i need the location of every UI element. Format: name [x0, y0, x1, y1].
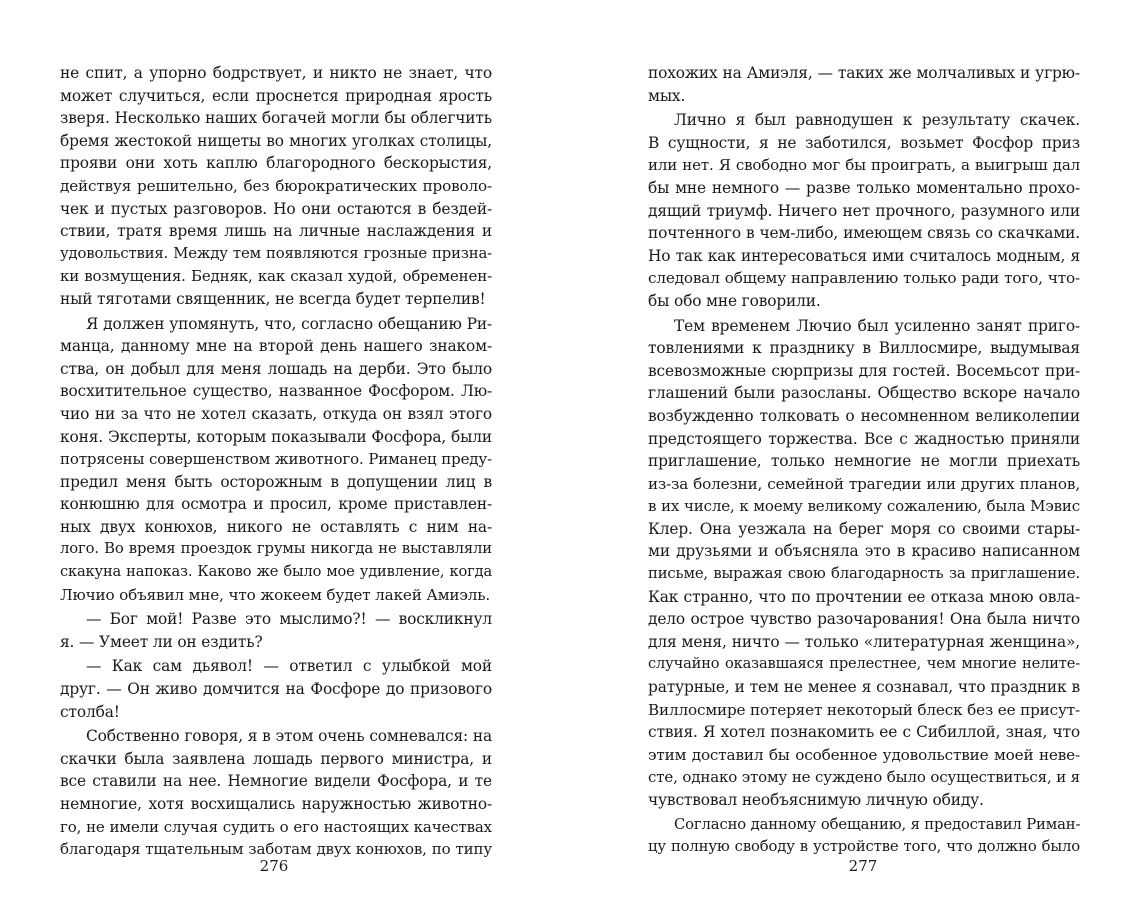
text-line: потрясены совершенством животного. Риманец преду-	[60, 450, 492, 469]
left-page-number: 276	[259, 857, 289, 875]
left-page-text	[60, 62, 492, 861]
text-line: — Как сам дьявол! — ответил с улыбкой мой	[86, 657, 492, 676]
text-line: скакуна напоказ. Каково же было мое удивление, когда	[60, 563, 492, 581]
text-line: прояви они хоть каплю благородного бескорыстия,	[60, 154, 492, 173]
text-line: чио ни за что не хотел сказать, откуда он взял этого	[60, 404, 492, 423]
text-line: или нет. Я свободно мог бы проиграть, а выигрыш дал	[648, 156, 1080, 175]
text-line: ствии, тратя время лишь на личные наслаждения и	[60, 222, 492, 241]
text-line: действуя решительно, без бюрократических проволо-	[60, 176, 492, 195]
text-line: может случиться, если проснется природная ярость	[60, 86, 492, 105]
text-line: — Бог мой! Разве это мыслимо?! — воскликнул	[86, 610, 492, 629]
text-line: Я должен упомянуть, что, согласно обещанию Ри-	[86, 314, 492, 333]
text-line: письме, выражая свою благодарность за приглашение.	[648, 565, 1080, 583]
text-line: возбужденно толковать о несомненном великолепии	[648, 406, 1080, 425]
text-line: дело острое чувство разочарования! Она была ничто	[648, 610, 1080, 629]
text-line: я. — Умеет ли он ездить?	[60, 632, 263, 651]
left-page	[60, 62, 492, 859]
text-line: Виллосмире потеряет некоторый блеск без ее присут-	[648, 700, 1081, 719]
text-line: зверя. Несколько наших богачей могли бы облегчить	[60, 109, 492, 128]
text-line: лого. Во время проездок грумы никогда не выставляли	[60, 540, 492, 558]
text-line: в их числе, к моему великому сожалению, была Мэвис	[648, 497, 1080, 516]
text-line: бремя жестокой нищеты во многих уголках столицы,	[60, 131, 492, 150]
text-line: благодаря тщательным заботам двух конюхов, по типу	[60, 840, 492, 859]
text-line: ных двух конюхов, никого не оставлять с ним на-	[60, 517, 492, 536]
text-line: этим доставил бы особенное удовольствие моей невe-	[648, 745, 1080, 764]
text-line: товлениями к празднику в Виллосмире, выдумывая	[648, 339, 1080, 358]
text-line: ствия. Я хотел познакомить ее с Сибиллой, зная, что	[648, 723, 1080, 742]
text-line: манца, данному мне на второй день нашего знаком-	[60, 337, 492, 356]
text-line: Но так как интересоваться ими считалось модным, я	[648, 246, 1080, 265]
text-line: предил меня быть осторожным в допущении лиц в	[60, 472, 492, 491]
text-line: для меня, ничто — только «литературная женщина»,	[648, 632, 1080, 651]
text-line: почтенного в чем-либо, имеющем связь со скачками.	[648, 224, 1080, 243]
text-line: ми друзьями и объясняла это в красиво написанном	[648, 542, 1080, 561]
text-line: Лючио объявил мне, что жокеем будет лакей Амиэль.	[60, 585, 491, 604]
text-line: Клер. Она уезжала на берег моря со своими стары-	[648, 519, 1080, 538]
right-page-number: 277	[848, 857, 878, 875]
text-line: Лично я был равнодушен к результату скачек.	[674, 111, 1080, 130]
right-page-text	[648, 62, 1080, 859]
text-line: всевозможные сюрпризы для гостей. Восемьсот при-	[648, 361, 1080, 380]
text-line: восхитительное существо, названное Фосфором. Лю-	[60, 382, 492, 401]
text-line: случайно оказавшаяся прелестнее, чем многие нелите-	[648, 655, 1080, 673]
text-line: следовал общему направлению только ради того, что-	[648, 269, 1080, 288]
text-line: приглашение, только немногие не могли приехать	[648, 452, 1080, 471]
text-line: мых.	[648, 86, 686, 105]
text-line: В сущности, я не заботился, возьмет Фосфор приз	[648, 133, 1080, 152]
text-line: похожих на Амиэля, — таких же молчаливых и угрю-	[648, 64, 1080, 82]
text-line: столба!	[60, 702, 120, 721]
text-line: конюшню для осмотра и просил, кроме приставлен-	[60, 495, 492, 514]
text-line: Тем временем Лючио был усиленно занят приго-	[674, 316, 1080, 335]
text-line: скачки была заявлена лошадь первого министра, и	[60, 749, 492, 768]
text-line: ки возмущения. Бедняк, как сказал худой, обременен-	[60, 267, 492, 286]
text-line: бы мне немного — разве только моментально прохо-	[648, 178, 1080, 197]
text-line: все ставили на нее. Немногие видели Фосфора, и те	[60, 772, 492, 791]
text-line: ратурные, и тем не менее я сознавал, что праздник в	[648, 678, 1080, 697]
text-line: из-за болезни, семейной трагедии или других планов,	[648, 474, 1080, 493]
text-line: бы обо мне говорили.	[648, 291, 821, 310]
text-line: предстоящего торжества. Все с жадностью приняли	[648, 429, 1080, 448]
text-line: Как странно, что по прочтении ее отказа мною овла-	[648, 587, 1080, 606]
text-line: цу полную свободу в устройстве того, что должно было	[648, 838, 1080, 856]
text-line: ства, он добыл для меня лошадь на дерби. Это было	[60, 359, 492, 378]
text-line: удовольствия. Между тем появляются грозные призна-	[60, 244, 492, 262]
text-line: го, не имели случая судить о его настоящих качествах	[60, 817, 492, 836]
text-line: дящий триумф. Ничего нет прочного, разумного или	[648, 201, 1080, 220]
text-line: не спит, а упорно бодрствует, и никто не знает, что	[60, 64, 492, 82]
text-line: Согласно данному обещанию, я предоставил Риман-	[674, 815, 1081, 833]
right-page	[648, 62, 1081, 856]
text-line: чек и пустых разговоров. Но они остаются в бездей-	[60, 199, 492, 218]
text-line: ный тяготами священник, не всегда будет терпелив!	[60, 289, 486, 308]
text-line: сте, однако этому не суждено было осуществиться, и я	[648, 768, 1080, 787]
text-line: коня. Эксперты, которым показывали Фосфора, были	[60, 427, 492, 446]
text-line: глашений были разосланы. Общество вскоре начало	[648, 384, 1080, 403]
text-line: чувствовал необъяснимую личную обиду.	[648, 791, 984, 809]
text-line: Собственно говоря, я в этом очень сомневался: на	[86, 727, 492, 746]
text-line: немногие, хотя восхищались наружностью животно-	[60, 795, 492, 813]
text-line: друг. — Он живо домчится на Фосфоре до призового	[60, 680, 492, 699]
